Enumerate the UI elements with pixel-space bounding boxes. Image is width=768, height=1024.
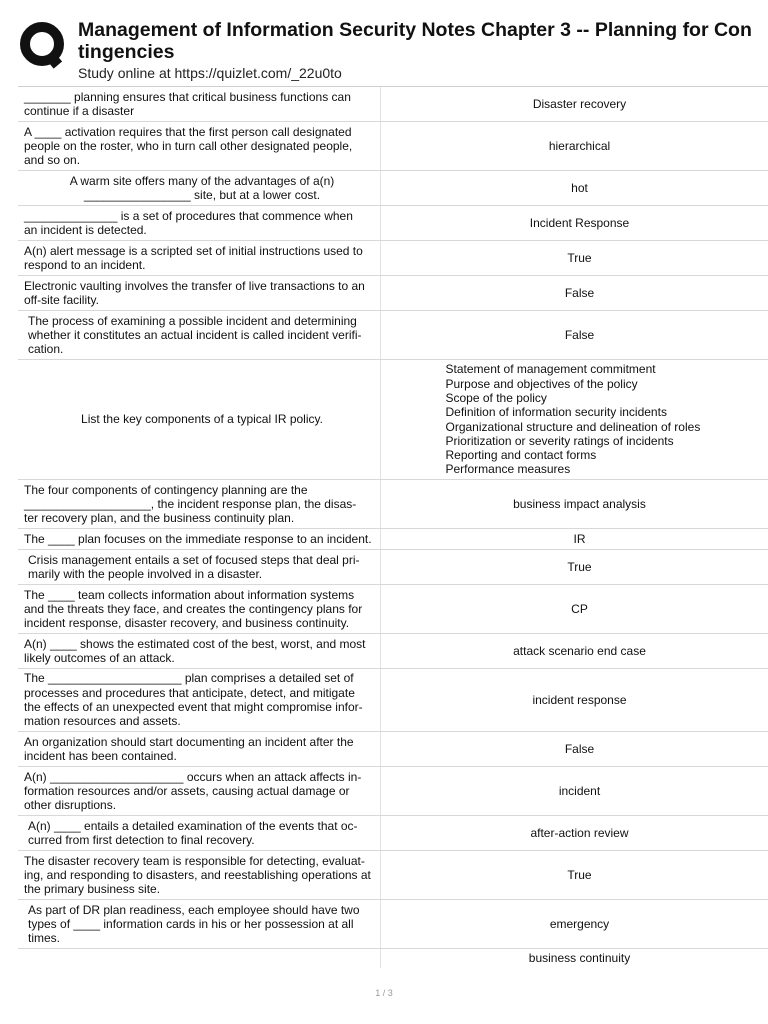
definition-line: Prioritization or severity ratings of incidents [445, 433, 674, 448]
term-line: people on the roster, who in turn call other designated people, [24, 138, 353, 153]
term-line: types of ____ information cards in his or her possession at all [28, 916, 354, 931]
flashcard-row [18, 815, 768, 850]
term-line: A(n) ____________________ occurs when an attack affects in- [24, 769, 362, 784]
card-definition [381, 206, 768, 240]
definition-line: Definition of information security incidents [445, 405, 667, 420]
flashcard-row [18, 240, 768, 275]
definition-text [394, 784, 766, 798]
definition-line: True [567, 559, 592, 574]
definition-line: incident response [532, 692, 627, 707]
card-definition [381, 171, 768, 205]
flashcard-row [18, 731, 768, 766]
term-line: ter recovery plan, and the business continuity plan. [24, 511, 295, 526]
definition-line: True [567, 867, 592, 882]
flashcard-row [18, 205, 768, 240]
definition-text [394, 328, 766, 342]
definition-line: incident [558, 783, 601, 798]
term-line: The ____________________ plan comprises a detailed set of [24, 671, 354, 686]
term-line: an incident is detected. [24, 223, 147, 237]
term-line: likely outcomes of an attack. [24, 651, 175, 665]
term-line: continue if a disaster [24, 104, 135, 118]
card-definition [381, 276, 768, 310]
term-line: times. [28, 931, 61, 946]
definition-text [394, 693, 766, 707]
card-term [18, 732, 380, 766]
flashcard-row [18, 121, 768, 170]
definition-text [394, 181, 766, 195]
definition-line: Disaster recovery [532, 96, 627, 111]
definition-text [394, 826, 766, 840]
card-definition [381, 669, 768, 731]
term-line: other disruptions. [24, 798, 117, 813]
flashcard-list [18, 86, 768, 968]
term-line: The four components of contingency planning are the [24, 482, 308, 497]
definition-line: Incident Response [529, 215, 630, 230]
term-line: mation resources and assets. [24, 714, 181, 729]
term-line: whether it constitutes an actual incident is called incident verifi- [28, 327, 362, 342]
term-line: The ____ plan focuses on the immediate response to an incident. [24, 531, 372, 546]
flashcard-row [18, 479, 768, 528]
definition-line: CP [571, 601, 588, 616]
definition-line: emergency [549, 916, 610, 931]
flashcard-row [18, 528, 768, 549]
term-line: Crisis management entails a set of focused steps that deal pri- [28, 552, 360, 567]
flashcard-row [18, 359, 768, 479]
definition-text [394, 742, 766, 756]
card-term [18, 311, 380, 359]
quizlet-logo-icon [18, 20, 68, 70]
definition-list [394, 362, 766, 476]
term-line: incident has been contained. [24, 749, 177, 763]
definition-line: False [564, 285, 595, 300]
definition-text [394, 216, 766, 230]
term-line: As part of DR plan readiness, each employee should have two [28, 902, 360, 917]
flashcard-row [18, 899, 768, 948]
term-line: ing, and responding to disasters, and reestablishing operations at [24, 867, 371, 882]
card-definition [381, 480, 768, 528]
definition-text [394, 251, 766, 265]
term-line: incident response, disaster recovery, and business continuity. [24, 616, 350, 631]
definition-line: after-action review [530, 825, 629, 840]
card-definition [381, 949, 768, 968]
flashcard-row [18, 948, 768, 968]
card-definition [381, 360, 768, 479]
term-line: the primary business site. [24, 882, 161, 897]
flashcard-row [18, 86, 768, 121]
definition-text [394, 532, 766, 546]
flashcard-row [18, 766, 768, 815]
study-online-link[interactable]: Study online at https://quizlet.com/_22u0to [78, 65, 342, 81]
term-line: marily with the people involved in a disaster. [28, 567, 263, 581]
card-definition [381, 851, 768, 899]
flashcard-row [18, 668, 768, 731]
card-term [18, 122, 380, 170]
definition-line: IR [573, 531, 586, 546]
definition-text [394, 602, 766, 616]
card-definition [381, 241, 768, 275]
definition-line: business continuity [528, 951, 631, 966]
card-definition [381, 634, 768, 668]
definition-text [394, 951, 766, 965]
card-term [18, 206, 380, 240]
card-term [18, 851, 380, 899]
term-line: the effects of an unexpected event that might compromise infor- [24, 700, 363, 714]
flashcard-row [18, 275, 768, 310]
card-definition [381, 816, 768, 850]
term-line: formation resources and/or assets, causing actual damage or [24, 783, 350, 798]
card-term [18, 585, 380, 633]
definition-line: hierarchical [548, 138, 611, 153]
definition-line: Reporting and contact forms [445, 448, 597, 463]
title-line-2: tingencies [78, 41, 175, 63]
card-term [18, 480, 380, 528]
term-line: A ____ activation requires that the first person call designated [24, 124, 352, 139]
term-line: respond to an incident. [24, 258, 146, 272]
flashcard-row [18, 170, 768, 205]
term-line: A(n) ____ entails a detailed examination of the events that oc- [28, 818, 358, 833]
card-term [18, 634, 380, 668]
term-line: ___________________, the incident response plan, the disas- [24, 496, 357, 511]
term-line: ________________ site, but at a lower cost. [83, 188, 321, 202]
definition-line: Statement of management commitment [445, 362, 656, 377]
definition-text [394, 868, 766, 882]
definition-line: False [564, 741, 595, 756]
page-number: 1 / 3 [375, 988, 393, 998]
page-header [0, 0, 768, 86]
definition-text [394, 644, 766, 658]
term-line: curred from first detection to final recovery. [28, 833, 255, 847]
card-term [18, 949, 380, 968]
definition-line: Performance measures [445, 462, 571, 477]
card-definition [381, 900, 768, 948]
term-line: and the threats they face, and creates the contingency plans for [24, 601, 363, 616]
definition-text [394, 97, 766, 111]
definition-text [394, 917, 766, 931]
definition-text [394, 139, 766, 153]
flashcard-row [18, 310, 768, 359]
flashcard-row [18, 584, 768, 633]
flashcard-row [18, 850, 768, 899]
card-term [18, 816, 380, 850]
card-definition [381, 122, 768, 170]
card-term [18, 360, 380, 479]
card-definition [381, 87, 768, 121]
card-term [18, 669, 380, 731]
card-term [18, 529, 380, 549]
flashcard-row [18, 549, 768, 584]
definition-text [394, 497, 766, 511]
term-line: off-site facility. [24, 293, 99, 307]
card-term [18, 767, 380, 815]
definition-line: hot [571, 180, 588, 195]
term-line: A warm site offers many of the advantages of a(n) [69, 173, 335, 188]
term-line: An organization should start documenting an incident after the [24, 734, 354, 749]
definition-line: business impact analysis [513, 496, 646, 511]
term-line: and so on. [24, 153, 81, 168]
card-term [18, 171, 380, 205]
term-line: Electronic vaulting involves the transfer of live transactions to an [24, 278, 365, 293]
term-line: The process of examining a possible incident and determining [28, 313, 357, 328]
card-term [18, 87, 380, 121]
definition-line: attack scenario end case [513, 643, 646, 658]
definition-line: Organizational structure and delineation of roles [445, 419, 701, 434]
term-line: ______________ is a set of procedures that commence when [24, 208, 353, 223]
card-definition [381, 585, 768, 633]
definition-line: True [567, 250, 592, 265]
card-term [18, 900, 380, 948]
term-line: A(n) alert message is a scripted set of initial instructions used to [24, 243, 363, 258]
definition-line: Purpose and objectives of the policy [445, 376, 638, 391]
definition-line: False [564, 327, 595, 342]
definition-text [394, 286, 766, 300]
definition-text [394, 560, 766, 574]
term-line: cation. [28, 342, 64, 357]
term-line: A(n) ____ shows the estimated cost of the best, worst, and most [24, 636, 366, 651]
term-line: List the key components of a typical IR policy. [81, 412, 323, 427]
card-term [18, 241, 380, 275]
card-definition [381, 529, 768, 549]
term-line: The ____ team collects information about information systems [24, 587, 355, 602]
term-line: processes and procedures that anticipate, detect, and mitigate [24, 685, 355, 700]
card-term [18, 276, 380, 310]
card-definition [381, 767, 768, 815]
card-definition [381, 311, 768, 359]
flashcard-row [18, 633, 768, 668]
card-term [18, 550, 380, 584]
term-line: The disaster recovery team is responsible for detecting, evaluat- [24, 853, 365, 868]
page-title [78, 19, 768, 63]
definition-line: Scope of the policy [445, 390, 547, 405]
card-definition [381, 550, 768, 584]
term-line: _______ planning ensures that critical business functions can [24, 89, 351, 104]
card-definition [381, 732, 768, 766]
title-line-1: Management of Information Security Notes Chapter 3 -- Planning for Con [78, 19, 752, 41]
